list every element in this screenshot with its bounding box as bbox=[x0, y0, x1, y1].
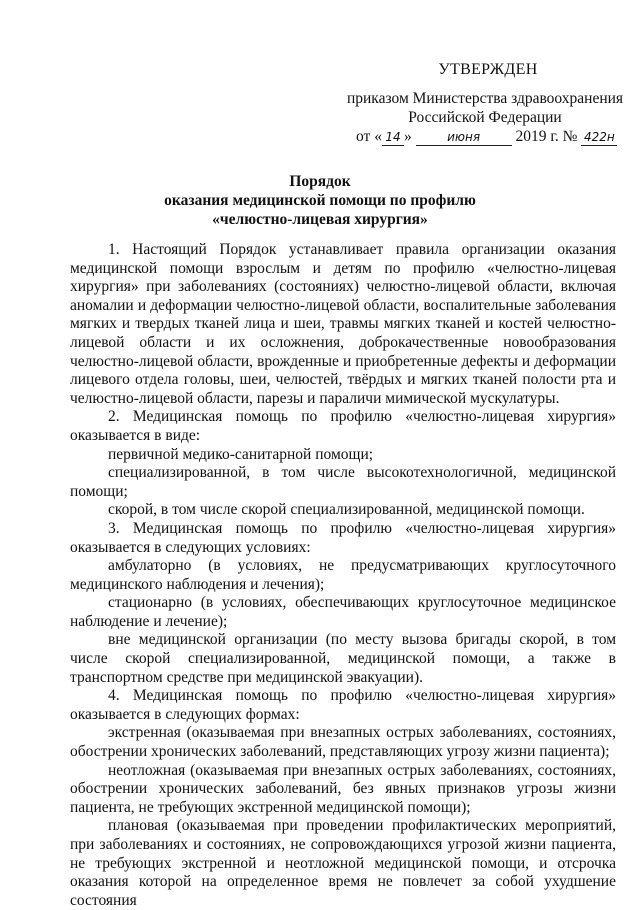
paragraph: 4. Медицинская помощь по профилю «челюстно-лицевая хирургия» оказывается в следующих формах: bbox=[70, 687, 616, 723]
date-year: 2019 г. № bbox=[515, 128, 578, 145]
paragraph: 2. Медицинская помощь по профилю «челюстно-лицевая хирургия» оказывается в виде: bbox=[70, 408, 616, 444]
paragraph: стационарно (в условиях, обеспечивающих круглосуточное медицинское наблюдение и лечение); bbox=[70, 594, 616, 630]
paragraph: неотложная (оказываемая при внезапных острых заболеваниях, состояниях, обострении хронических заболеваний, без явных признаков угрозы жизни пациента, не требующих экстренной медицинской помощи); bbox=[70, 761, 616, 816]
handwritten-day: 14 bbox=[382, 130, 404, 146]
approval-title: УТВЕРЖДЕН bbox=[438, 61, 538, 78]
paragraph: амбулаторно (в условиях, не предусматривающих круглосуточного медицинского наблюдения и лечения); bbox=[70, 557, 616, 593]
title-line-3: «челюстно-лицевая хирургия» bbox=[212, 211, 428, 228]
paragraph: специализированной, в том числе высокотехнологичной, медицинской помощи; bbox=[70, 464, 616, 500]
date-mid: » bbox=[403, 128, 412, 145]
paragraph: первичной медико-санитарной помощи; bbox=[108, 445, 374, 463]
paragraph: плановая (оказываемая при проведении профилактических мероприятий, при заболеваниях и состояниях, не сопровождающихся угрозой жизни пациента, не требующих экстренной и неотложной медицинской помощи, и отсрочка оказания которой на определенное время не повлечет за собой ухудшение состояния bbox=[70, 817, 616, 909]
date-prefix: от « bbox=[356, 128, 382, 145]
handwritten-order-number: 422н bbox=[581, 130, 617, 146]
document-body bbox=[70, 241, 616, 910]
title-line-1: Порядок bbox=[289, 173, 351, 190]
approval-order-line-2: Российской Федерации bbox=[408, 109, 562, 126]
approval-date-line bbox=[340, 127, 630, 146]
paragraph: экстренная (оказываемая при внезапных острых заболеваниях, состояниях, обострении хронических заболеваний, представляющих угрозу жизни пациента); bbox=[70, 724, 616, 761]
paragraph: вне медицинской организации (по месту вызова бригады скорой, в том числе скорой специализированной, медицинской помощи, а также в транспортном средстве при медицинской эвакуации). bbox=[70, 631, 616, 686]
document-title bbox=[70, 172, 570, 229]
paragraph: скорой, в том числе скорой специализированной, медицинской помощи. bbox=[108, 501, 585, 519]
title-line-2: оказания медицинской помощи по профилю bbox=[164, 192, 476, 209]
paragraph: 1. Настоящий Порядок устанавливает правила организации оказания медицинской помощи взрослым и детям по профилю «челюстно-лицевая хирургия» при заболеваниях (состояниях) челюстно-лицевой области, включая аномалии и деформации челюстно-лицевой области, воспалительные заболевания мягких и твердых тканей лица и шеи, травмы мягких тканей и костей челюстно-лицевой области и их осложнения, доброкачественные новообразования челюстно-лицевой области, врожденные и приобретенные дефекты и деформации лицевого отдела головы, шеи, челюстей, твёрдых и мягких тканей полости рта и челюстно-лицевой области, парезы и параличи мимической мускулатуры. bbox=[70, 241, 616, 407]
paragraph: 3. Медицинская помощь по профилю «челюстно-лицевая хирургия» оказывается в следующих условиях: bbox=[70, 519, 616, 556]
approval-order-line-1: приказом Министерства здравоохранения bbox=[346, 90, 624, 107]
handwritten-month: июня bbox=[416, 130, 512, 146]
approval-stamp bbox=[340, 60, 630, 146]
